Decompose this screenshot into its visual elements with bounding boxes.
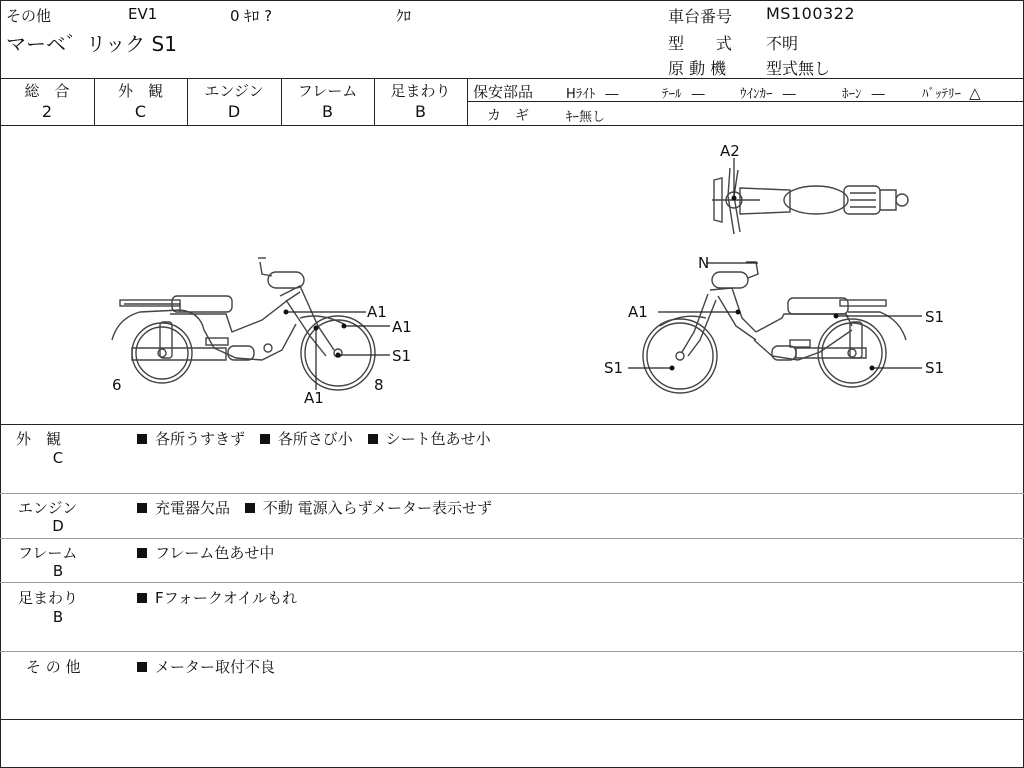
mileage-text: 0 ｷﾛ ? — [230, 7, 273, 25]
safety-battery — [922, 83, 981, 102]
damage-point — [284, 310, 289, 315]
divider — [0, 424, 1024, 425]
damage-point — [336, 353, 341, 358]
remark-item: 充電器欠品 — [155, 499, 231, 517]
damage-point — [314, 326, 319, 331]
damage-point — [670, 366, 675, 371]
bullet-icon — [137, 593, 147, 603]
grade-engine-label: エンジン — [204, 82, 264, 100]
vin-label: 車台番号 — [668, 7, 733, 26]
remark-items — [137, 587, 307, 608]
remark-grade: C — [52, 449, 64, 467]
remark-item: 不動 電源入らずメーター表示せず — [262, 499, 492, 517]
safety-item-value: ― — [871, 87, 885, 102]
safety-item-name: Hﾗｲﾄ — [566, 87, 596, 102]
engine-type-label: 原 動 機 — [668, 59, 727, 78]
bullet-icon — [260, 434, 270, 444]
key-label: カ ギ — [487, 108, 529, 124]
remark-items — [137, 656, 285, 677]
bike-top-view — [712, 168, 908, 234]
bullet-icon — [368, 434, 378, 444]
bullet-icon — [137, 503, 147, 513]
key-value: ｷｰ無し — [566, 110, 606, 125]
remark-items — [137, 497, 502, 518]
divider — [0, 493, 1024, 494]
grade-suspension-label: 足まわり — [390, 82, 451, 100]
safety-parts-label: 保安部品 — [473, 83, 534, 101]
color-text: ｸﾛ — [396, 7, 412, 25]
safety-headlight — [566, 83, 618, 102]
bullet-icon — [245, 503, 255, 513]
bullet-icon — [137, 434, 147, 444]
damage-point — [870, 366, 875, 371]
diagram-label: A2 — [720, 142, 740, 160]
remark-item: Fフォークオイルもれ — [155, 589, 298, 607]
grade-exterior-label: 外 観 — [117, 82, 163, 100]
safety-item-value: ― — [605, 87, 619, 102]
diagram-label: N — [698, 254, 710, 272]
safety-item-value: ― — [691, 87, 705, 102]
diagram-label: S1 — [604, 359, 624, 377]
remark-items — [137, 428, 501, 449]
divider — [0, 651, 1024, 652]
vin-value: MS100322 — [766, 4, 856, 23]
remark-items — [137, 542, 284, 563]
divider — [0, 538, 1024, 539]
remark-item: 各所うすきず — [155, 430, 246, 448]
grade-suspension-value: B — [415, 102, 426, 121]
grade-overall-value: 2 — [41, 102, 53, 121]
grade-frame-label: フレーム — [297, 82, 358, 100]
safety-winker — [740, 83, 796, 102]
safety-item-value: ― — [782, 87, 796, 102]
safety-item-name: ﾃｰﾙ — [662, 87, 682, 102]
bike-right-view — [643, 262, 906, 393]
divider — [467, 78, 468, 125]
type-label: 型 式 — [668, 34, 733, 53]
damage-point — [834, 314, 839, 319]
diagram-label: 6 — [112, 376, 122, 394]
safety-item-name: ｳｲﾝｶｰ — [740, 87, 773, 102]
safety-horn — [842, 83, 885, 102]
category-text: その他 — [6, 7, 52, 25]
model-code-text: EV1 — [128, 5, 158, 23]
remark-grade: B — [52, 562, 64, 580]
grade-engine-value: D — [227, 102, 241, 121]
bullet-icon — [137, 662, 147, 672]
bike-left-view — [112, 258, 375, 390]
diagram-label: A1 — [392, 318, 412, 336]
diagram-label: A1 — [367, 303, 387, 321]
remark-item: シート色あせ小 — [385, 430, 491, 448]
diagram-label: A1 — [628, 303, 648, 321]
divider — [0, 719, 1024, 720]
grade-frame-value: B — [322, 102, 333, 121]
safety-taillight — [662, 83, 705, 102]
remark-item: フレーム色あせ中 — [155, 544, 275, 562]
remark-label: エンジン — [18, 499, 78, 517]
damage-diagram — [0, 126, 1024, 424]
damage-point — [732, 196, 737, 201]
divider — [0, 582, 1024, 583]
damage-point — [736, 310, 741, 315]
safety-item-name: ﾎｰﾝ — [842, 87, 862, 102]
remark-item: メーター取付不良 — [155, 658, 276, 676]
diagram-label: 8 — [374, 376, 384, 394]
engine-type-value: 型式無し — [766, 59, 831, 78]
safety-item-value: △ — [969, 84, 981, 102]
type-value: 不明 — [766, 34, 799, 53]
remark-grade: D — [52, 517, 64, 535]
grade-exterior-value: C — [134, 102, 147, 121]
remark-label: 足まわり — [18, 589, 79, 607]
remark-label: そ の 他 — [26, 658, 81, 676]
diagram-label: S1 — [392, 347, 412, 365]
remark-grade: B — [52, 608, 64, 626]
damage-point — [342, 324, 347, 329]
diagram-label: S1 — [925, 359, 945, 377]
grade-overall-label: 総 合 — [24, 82, 70, 100]
model-name: マーベ゛リック S1 — [6, 32, 177, 56]
divider — [0, 78, 1024, 79]
remark-label: フレーム — [18, 544, 78, 562]
remark-item: 各所さび小 — [277, 430, 353, 448]
safety-item-name: ﾊﾞｯﾃﾘｰ — [922, 87, 961, 102]
diagram-label: A1 — [304, 389, 324, 407]
bullet-icon — [137, 548, 147, 558]
remark-label: 外 観 — [16, 430, 62, 448]
diagram-label: S1 — [925, 308, 945, 326]
